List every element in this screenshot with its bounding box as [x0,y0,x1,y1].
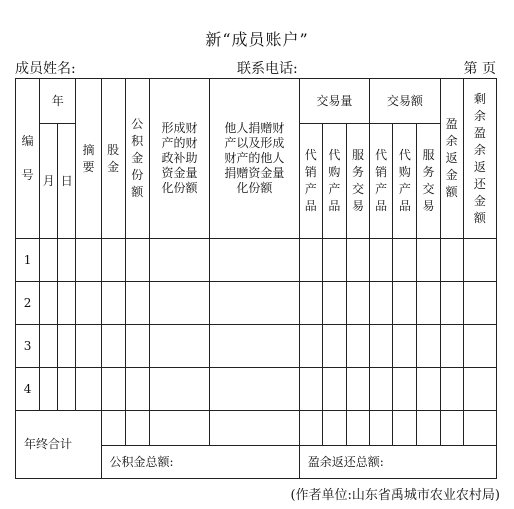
page-number-label: 第 页 [463,61,496,77]
member-account-table [15,78,497,479]
header-donation: 他人捐赠财 产以及形成 财产的他人 捐赠资金量 化份额 [210,79,300,239]
header-fiscal-subsidy: 形成财 产的财 政补助 资金量 化份额 [149,79,209,239]
header-volume-purchase: 代 购 产 品 [322,124,346,239]
table-row [16,325,497,368]
accumulation-total-label: 公积金总额: [101,446,299,479]
header-number: 编 号 [16,79,40,239]
row-number: 2 [16,282,40,325]
header-amount-consign: 代 销 产 品 [370,124,393,239]
header-trade-volume: 交易量 [299,79,369,124]
header-volume-consign: 代 销 产 品 [299,124,322,239]
row-number: 4 [16,368,40,411]
row-number: 1 [16,239,40,282]
header-amount-purchase: 代 购 产 品 [393,124,417,239]
row-number: 3 [16,325,40,368]
header-remaining-surplus: 剩 余 盈 余 返 还 金 额 [463,79,496,239]
header-shares: 股 金 [101,79,125,239]
page-title: 新“成员账户” [205,30,309,49]
table-row [16,282,497,325]
header-day: 日 [58,124,76,239]
header-volume-service: 服 务 交 易 [346,124,369,239]
header-surplus-return: 盈 余 返 金 额 [440,79,463,239]
header-trade-amount: 交易额 [370,79,440,124]
header-amount-service: 服 务 交 易 [417,124,440,239]
table-row [16,368,497,411]
header-accumulation-share: 公 积 金 份 额 [125,79,149,239]
year-end-total-label: 年终合计 [16,411,102,479]
header-year: 年 [40,79,76,124]
member-name-label: 成员姓名: [15,61,76,77]
header-summary: 摘 要 [76,79,101,239]
table-row [16,239,497,282]
header-month: 月 [40,124,58,239]
author-affiliation: (作者单位:山东省禹城市农业农村局) [290,488,500,503]
surplus-return-total-label: 盈余返还总额: [299,446,496,479]
contact-phone-label: 联系电话: [237,61,298,77]
